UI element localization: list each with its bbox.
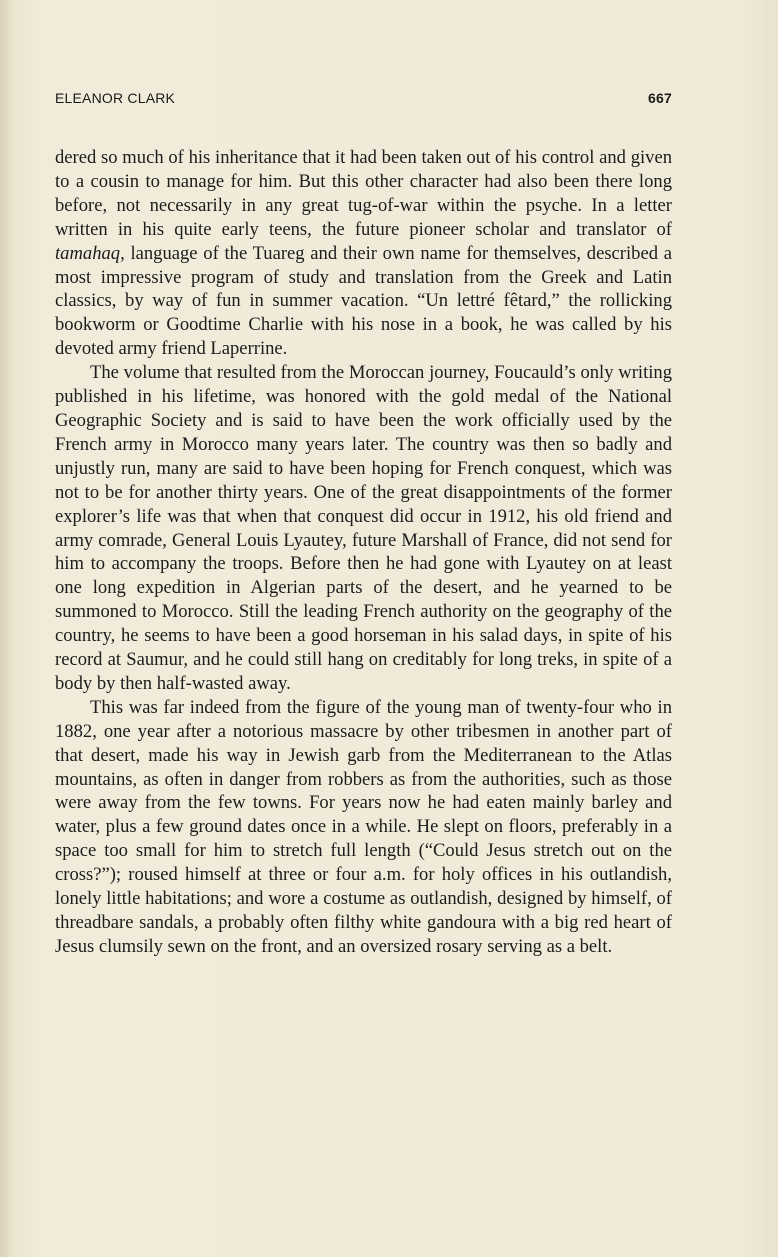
body-text [55,146,672,959]
paragraph-1-text-b: language of the Tuareg and their own name for themselves, described a most impressive program of study and translation from the Greek and Latin classics, by way of fun in summer vacation. “Un lettré fêtard,” the rollicking bookworm or Goodtime Charlie with his nose in a book, he was called by his devoted army friend Laperrine. [55,242,672,360]
running-header [55,90,672,110]
paragraph-1 [55,146,672,361]
paragraph-1-text-a: dered so much of his inheritance that it had been taken out of his control and given to a cousin to manage for him. But this other character had also been there long before, not necessarily in any great tug-of-war within the psyche. In a letter written in his quite early teens, the future pioneer scholar and translator of [55,147,672,240]
paragraph-3: This was far indeed from the figure of the young man of twenty-four who in 1882, one year after a notorious massacre by other tribesmen in another part of that desert, made his way in Jewish garb from the Mediterranean to the Atlas mountains, as often in danger from robbers as from the authorities, such as those were away from the few towns. For years now he had eaten mainly barley and water, plus a few ground dates once in a while. He slept on floors, preferably in a space too small for him to stretch full length (“Could Jesus stretch out on the cross?”); roused himself at three or four a.m. for holy offices in his outlandish, lonely little habitations; and wore a costume as outlandish, designed by himself, of threadbare sandals, a probably often filthy white gandoura with a big red heart of Jesus clumsily sewn on the front, and an oversized rosary serving as a belt. [55,696,672,957]
paragraph-2: The volume that resulted from the Moroccan journey, Foucauld’s only writing published in his lifetime, was honored with the gold medal of the National Geographic Society and is said to have been the work officially used by the French army in Morocco many years later. The country was then so badly and unjustly run, many are said to have been hoping for French conquest, which was not to be for another thirty years. One of the great disappointments of the former explorer’s life was that when that conquest did occur in 1912, his old friend and army comrade, General Louis Lyautey, future Marshall of France, did not send for him to accompany the troops. Before then he had gone with Lyautey on at least one long expedition in Algerian parts of the desert, and he yearned to be summoned to Morocco. Still the leading French authority on the geography of the country, he seems to have been a good horseman in his salad days, in spite of his record at Saumur, and he could still hang on creditably for long treks, in spite of a body by then half-wasted away. [55,362,672,694]
paragraph-1-italic-term: tamahaq, [55,242,125,264]
author-running-head: ELEANOR CLARK [55,90,176,106]
page-number: 667 [648,90,672,106]
